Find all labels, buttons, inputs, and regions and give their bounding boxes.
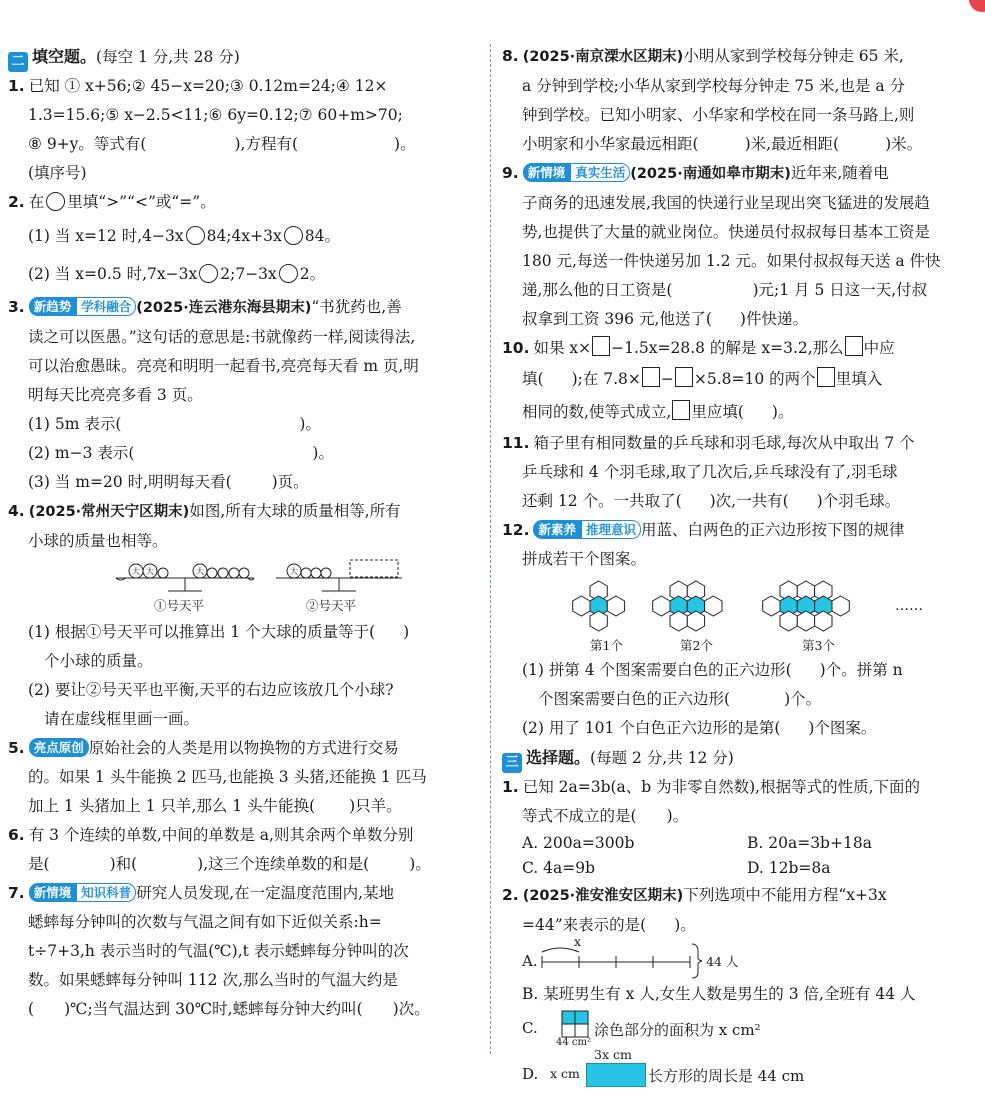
- question-10: [502, 334, 978, 429]
- section-fill-in-header: [8, 42, 478, 72]
- q10-line2b: );在 7.8×: [571, 370, 641, 388]
- question-3: [8, 293, 478, 497]
- q6-line2b: )和(: [109, 855, 138, 873]
- pattern-2-label: 第2个: [680, 638, 713, 653]
- q11-line3a: 还剩 12 个。一共取了(: [522, 492, 682, 510]
- big-ball-label: 大: [146, 567, 154, 576]
- question-number: 2.: [8, 193, 25, 211]
- q8-line1: 小明从家到学校每分钟走 65 米,: [683, 47, 904, 65]
- question-number: 3.: [8, 298, 25, 316]
- balance-1-label: ①号天平: [154, 598, 205, 613]
- q6-line2d: )。: [409, 855, 431, 873]
- q2-part1a: (1) 当 x=12 时,4−3x: [28, 227, 184, 245]
- q3-part1: (1) 5m 表示(: [28, 415, 122, 433]
- section-title: 填空题。: [32, 47, 97, 66]
- question-9: [502, 159, 978, 334]
- white-hexagon: [832, 596, 849, 616]
- rect-length-label: 3x cm: [594, 1047, 632, 1062]
- q11-line3b: )次,一共有(: [709, 492, 789, 510]
- q9-line3: 势,也提供了大量的就业岗位。快递员付叔叔每日基本工资是: [522, 223, 930, 241]
- hexagon-pattern-figure: [502, 574, 978, 656]
- q2-stem: 在: [28, 193, 45, 211]
- choice-question-1: [502, 773, 978, 881]
- q10-line2d: ×5.8=10 的两个: [693, 370, 816, 388]
- option-c-row[interactable]: [502, 1009, 978, 1053]
- q4-part2: (2) 要让②号天平也平衡,天平的右边应该放几个小球?: [28, 681, 394, 699]
- left-column: [8, 42, 478, 1024]
- segment-total-label: 44 人: [706, 954, 739, 969]
- white-hexagon: [797, 611, 814, 631]
- q10-line3c: )。: [771, 403, 794, 421]
- continuation-dots: ……: [895, 598, 923, 614]
- square-blank[interactable]: [817, 367, 835, 387]
- q11-line2: 乒乓球和 4 个羽毛球,取了几次后,乒乓球没有了,羽毛球: [522, 463, 898, 481]
- q1-line4: (填序号): [28, 164, 87, 182]
- white-hexagon: [653, 596, 670, 616]
- question-6: [8, 821, 478, 879]
- q3-line2: 读之可以医愚。”这句话的意思是:书就像药一样,阅读得法,: [28, 328, 416, 346]
- option-a-row[interactable]: [502, 934, 978, 980]
- q1-line3a: ⑧ 9+y。等式有(: [28, 135, 147, 153]
- question-number: 4.: [8, 502, 25, 520]
- white-hexagon: [705, 596, 722, 616]
- tag-primary: 新情境: [523, 163, 571, 182]
- q9-line6a: 叔拿到工资 396 元,他送了(: [522, 310, 712, 328]
- white-hexagon: [590, 611, 607, 631]
- big-ball-label: 大: [132, 567, 140, 576]
- q2-part2b: 2;7−3x: [220, 265, 277, 283]
- white-hexagon: [607, 596, 624, 616]
- white-hexagon: [815, 611, 832, 631]
- question-number: 1.: [502, 778, 519, 796]
- section-score: (每空 1 分,共 28 分): [96, 48, 240, 66]
- tag-secondary: 真实生活: [570, 163, 630, 182]
- q12-line2: 拼成若干个图案。: [522, 550, 647, 568]
- option-d[interactable]: D. 12b=8a: [747, 859, 831, 877]
- q9-line5a: 递,那么他的日工资是(: [522, 281, 673, 299]
- q8-line4a: 小明家和小华家最远相距(: [522, 135, 699, 153]
- q10-line2a: 填(: [522, 370, 544, 388]
- q6-line2c: ),这三个连续单数的和是(: [197, 855, 370, 873]
- q8-line2: a 分钟到学校;小华从家到学校每分钟走 75 米,也是 a 分: [522, 77, 905, 95]
- q12-part1c: 个图案需要白色的正六边形(: [538, 690, 731, 708]
- q1-line3b: ),方程有(: [234, 135, 299, 153]
- q4-part1: (1) 根据①号天平可以推算出 1 个大球的质量等于(: [28, 623, 376, 641]
- q3-part3-end: )页。: [271, 473, 309, 491]
- circle-blank[interactable]: [46, 192, 65, 211]
- pattern-3-label: 第3个: [802, 638, 835, 653]
- option-a-label: A.: [522, 952, 538, 970]
- q12-part2b: )个图案。: [808, 719, 877, 737]
- q5-line3-end: )只羊。: [349, 797, 402, 815]
- q7-line3: t÷7+3,h 表示当时的气温(℃),t 表示蟋蟀每分钟叫的次: [28, 942, 409, 960]
- question-5: [8, 734, 478, 821]
- q1-line1: 已知 ① x+56;② 45−x=20;③ 0.12m=24;④ 12×: [28, 77, 388, 95]
- question-number: 8.: [502, 47, 519, 65]
- circle-blank[interactable]: [199, 264, 218, 283]
- pattern-1-label: 第1个: [590, 638, 623, 653]
- option-a[interactable]: A. 200a=300b: [522, 834, 635, 852]
- question-8: [502, 42, 978, 159]
- option-c-text: 涂色部分的面积为 x cm²: [594, 1021, 761, 1039]
- square-blank[interactable]: [642, 367, 660, 387]
- square-area-label: 44 cm²: [556, 1037, 591, 1048]
- q12-part2a: (2) 用了 101 个白色正六边形的是第(: [522, 719, 781, 737]
- q4-part2b: 请在虚线框里画一画。: [44, 710, 200, 728]
- right-column: [502, 42, 978, 1093]
- corner-mark: [969, 0, 985, 12]
- q9-line6b: )件快递。: [739, 310, 808, 328]
- question-number: 10.: [502, 339, 530, 357]
- q5-line3: 加上 1 头猪加上 1 只羊,那么 1 头牛能换(: [28, 797, 316, 815]
- white-hexagon: [573, 596, 590, 616]
- question-number: 5.: [8, 739, 25, 757]
- question-number: 1.: [8, 77, 25, 95]
- question-source: (2025·连云港东海县期末): [136, 300, 312, 316]
- question-source: (2025·南通如皋市期末): [630, 166, 791, 182]
- topic-tag: [29, 297, 137, 316]
- option-d-row[interactable]: [502, 1047, 978, 1093]
- section-score: (每题 2 分,共 12 分): [590, 749, 734, 767]
- question-4: [8, 497, 478, 734]
- q11-line1: 箱子里有相同数量的乒乓球和羽毛球,每次从中取出 7 个: [533, 434, 915, 452]
- q10-line3a: 相同的数,使等式成立,: [522, 403, 672, 421]
- q7-line5c: )次。: [392, 1000, 430, 1018]
- c2-line2a: =44”来表示的是(: [522, 916, 647, 934]
- q9-line4: 180 元,每送一件快递另加 1.2 元。如果付叔叔每天送 a 件快: [522, 252, 941, 270]
- q4-part1b: 个小球的质量。: [44, 652, 153, 670]
- q7-line5a: (: [28, 1000, 35, 1018]
- q2-part2a: (2) 当 x=0.5 时,7x−3x: [28, 265, 198, 283]
- q3-part2: (2) m−3 表示(: [28, 444, 135, 462]
- balance-scales-svg: [8, 556, 478, 618]
- topic-tag: [523, 163, 631, 182]
- c1-line1: 已知 2a=3b(a、b 为非零自然数),根据等式的性质,下面的: [522, 778, 921, 796]
- option-c[interactable]: C. 4a=9b: [522, 859, 596, 877]
- tag-primary: 亮点原创: [29, 738, 89, 757]
- option-b[interactable]: B. 20a=3b+18a: [747, 834, 872, 852]
- big-ball-label: 大: [196, 567, 204, 576]
- option-b[interactable]: B. 某班男生有 x 人,女生人数是男生的 3 倍,全班有 44 人: [522, 985, 916, 1003]
- q12-part1a: (1) 拼第 4 个图案需要白色的正六边形(: [522, 661, 792, 679]
- square-blank[interactable]: [672, 400, 690, 420]
- q6-line1: 有 3 个连续的单数,中间的单数是 a,则其余两个单数分别: [28, 826, 414, 844]
- q3-part3: (3) 当 m=20 时,明明每天看(: [28, 473, 232, 491]
- q7-line2: 蟋蟀每分钟叫的次数与气温之间有如下近似关系:h=: [28, 913, 382, 931]
- q3-part1-end: )。: [299, 415, 321, 433]
- question-11: [502, 429, 978, 516]
- question-2: [8, 188, 478, 293]
- shaded-rectangle: [586, 1063, 646, 1087]
- option-c-label: C.: [522, 1019, 538, 1037]
- q2-part1c: 84。: [304, 227, 340, 245]
- question-number: 6.: [8, 826, 25, 844]
- q2-part2c: 2。: [299, 265, 326, 283]
- q9-line5b: )元;1 月 5 日这一天,付叔: [752, 281, 928, 299]
- white-hexagon: [763, 596, 780, 616]
- circle-blank[interactable]: [284, 226, 303, 245]
- tag-secondary: 学科融合: [76, 297, 136, 316]
- q10-line1b: −1.5x=28.8 的解是 x=3.2,那么: [611, 339, 844, 357]
- topic-tag: [533, 520, 641, 539]
- circle-blank[interactable]: [279, 264, 298, 283]
- question-number: 9.: [502, 164, 519, 182]
- q8-line3: 钟到学校。已知小明家、小华家和学校在同一条马路上,则: [522, 106, 915, 124]
- q10-line1a: 如果 x×: [533, 339, 592, 357]
- question-number: 7.: [8, 884, 25, 902]
- q5-line2: 的。如果 1 头牛能换 2 匹马,也能换 3 头猪,还能换 1 匹马: [28, 768, 427, 786]
- big-ball-label: 大: [290, 567, 298, 576]
- section-choice-header: [502, 743, 978, 773]
- q3-line1: “书犹药也,善: [311, 298, 402, 316]
- topic-tag: [29, 883, 137, 902]
- tag-primary: 新趋势: [29, 297, 77, 316]
- c1-line2: 等式不成立的是(: [522, 807, 637, 825]
- square-blank[interactable]: [592, 336, 610, 356]
- q5-line1: 原始社会的人类是用以物换物的方式进行交易: [88, 739, 399, 757]
- tag-secondary: 推理意识: [581, 520, 641, 539]
- topic-tag: [29, 738, 89, 757]
- option-d-text: 长方形的周长是 44 cm: [648, 1067, 805, 1085]
- question-source: (2025·常州天宁区期末): [28, 504, 190, 520]
- square-blank[interactable]: [675, 367, 693, 387]
- rect-width-label: x cm: [550, 1066, 580, 1081]
- q2-stem-b: 里填“>”“<”或“=”。: [67, 193, 216, 211]
- square-blank[interactable]: [845, 336, 863, 356]
- section-badge: 三: [502, 753, 522, 773]
- q12-part1b: )个。拼第 n: [819, 661, 903, 679]
- q4-part1-end: ): [403, 623, 410, 641]
- q12-line1: 用蓝、白两色的正六边形按下图的规律: [641, 521, 905, 539]
- q1-line2: 1.3=15.6;⑤ x−2.5<11;⑥ 6y=0.12;⑦ 60+m>70;: [28, 106, 403, 124]
- q2-part1b: 84;4x+3x: [206, 227, 282, 245]
- q9-line2: 子商务的迅速发展,我国的快递行业呈现出突飞猛进的发展趋: [522, 194, 930, 212]
- circle-blank[interactable]: [186, 226, 205, 245]
- q6-line2a: 是(: [28, 855, 50, 873]
- section-title: 选择题。: [526, 748, 591, 767]
- q7-line4: 数。如果蟋蟀每分钟叫 112 次,那么当时的气温大约是: [28, 971, 398, 989]
- white-hexagon: [780, 611, 797, 631]
- choice-question-2: [502, 881, 978, 1093]
- q12-part1d: )个。: [784, 690, 822, 708]
- column-divider: [490, 44, 491, 1054]
- q3-line3: 可以治愈愚昧。亮亮和明明一起看书,亮亮每天看 m 页,明: [28, 357, 419, 375]
- q3-part2-end: )。: [312, 444, 334, 462]
- q10-line2e: 里填入: [835, 370, 883, 388]
- question-number: 11.: [502, 434, 530, 452]
- q8-line4c: )米。: [885, 135, 923, 153]
- question-number: 12.: [502, 521, 530, 539]
- c1-line2-end: )。: [666, 807, 689, 825]
- question-1: [8, 72, 478, 188]
- white-hexagon: [670, 611, 687, 631]
- q9-line1: 近年来,随着电: [790, 164, 889, 182]
- white-hexagon: [687, 611, 704, 631]
- tag-primary: 新素养: [533, 520, 581, 539]
- q4-line2: 小球的质量也相等。: [28, 532, 168, 550]
- balance-2-label: ②号天平: [306, 598, 357, 613]
- balance-figure: [8, 556, 478, 618]
- tag-secondary: 知识科普: [76, 883, 136, 902]
- q10-line2c: −: [660, 370, 674, 388]
- question-12: [502, 516, 978, 743]
- c2-line1: 下列选项中不能用方程“x+3x: [683, 886, 887, 904]
- q4-line1: 如图,所有大球的质量相等,所有: [189, 502, 401, 520]
- c2-line2b: )。: [674, 916, 696, 934]
- q7-line5b: )℃;当气温达到 30℃时,蟋蟀每分钟大约叫(: [64, 1000, 363, 1018]
- question-source: (2025·南京溧水区期末): [522, 49, 684, 65]
- q3-line4: 明每天比亮亮多看 3 页。: [28, 386, 203, 404]
- q1-line3c: )。: [394, 135, 416, 153]
- option-d-label: D.: [522, 1065, 539, 1083]
- q10-line3b: 里应填(: [691, 403, 744, 421]
- section-badge: 二: [8, 52, 28, 72]
- tag-primary: 新情境: [29, 883, 77, 902]
- segment-x-label: x: [574, 934, 582, 949]
- q11-line3c: )个羽毛球。: [816, 492, 901, 510]
- question-number: 2.: [502, 886, 519, 904]
- question-source: (2025·淮安淮安区期末): [522, 888, 684, 904]
- q10-line1c: 中应: [863, 339, 895, 357]
- q8-line4b: )米,最近相距(: [744, 135, 840, 153]
- q7-line1: 研究人员发现,在一定温度范围内,某地: [136, 884, 395, 902]
- question-7: [8, 879, 478, 1024]
